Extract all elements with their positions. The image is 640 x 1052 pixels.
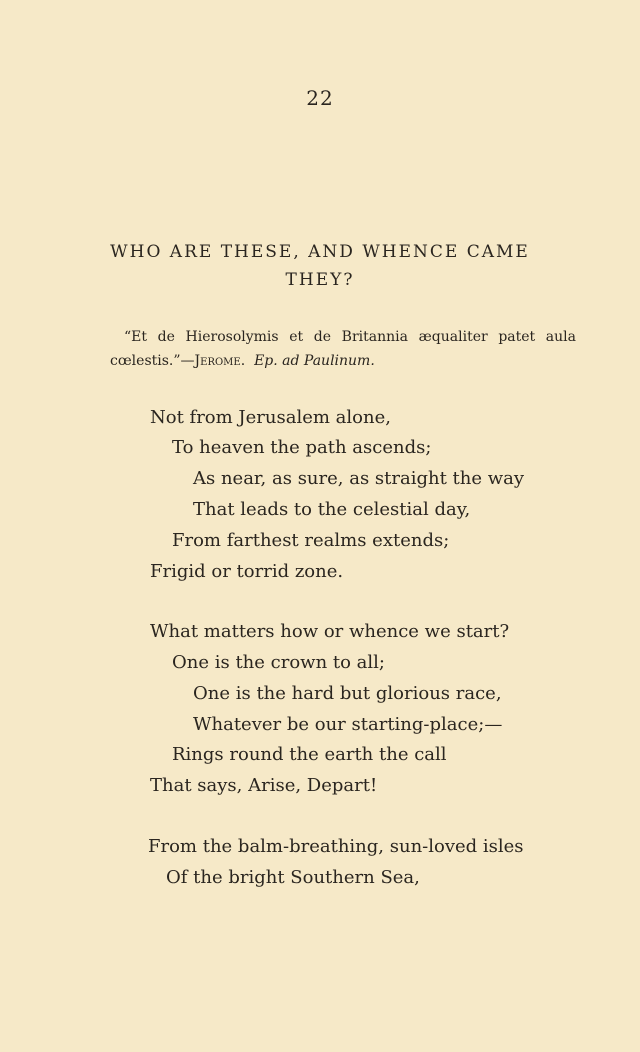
verse-line: One is the crown to all; [172, 652, 385, 673]
verse-line: That says, Arise, Depart! [150, 775, 378, 796]
epigraph-author: Jerome. [194, 353, 246, 369]
epigraph-source: Ep. ad Paulinum. [254, 353, 375, 369]
verse-line: As near, as sure, as straight the way [193, 468, 525, 489]
verse-line: That leads to the celestial day, [193, 499, 471, 520]
verse-line: To heaven the path ascends; [172, 437, 432, 458]
verse-line: Not from Jerusalem alone, [150, 407, 391, 428]
verse-line: Frigid or torrid zone. [150, 561, 344, 582]
epigraph-text: cœlestis.”— [110, 353, 195, 369]
verse-line: Of the bright Southern Sea, [166, 867, 420, 888]
poem-title-line-1: WHO ARE THESE, AND WHENCE CAME [110, 242, 530, 262]
verse-line: What matters how or whence we start? [150, 621, 510, 642]
poem-title-line-2: THEY? [285, 270, 355, 290]
verse-line: Rings round the earth the call [172, 744, 447, 765]
epigraph-line-2 [110, 353, 375, 369]
verse-line: From the balm-breathing, sun-loved isles [148, 836, 524, 857]
page-number: 22 [306, 86, 334, 110]
epigraph-line-1: “Et de Hierosolymis et de Britannia æqualiter patet aula [124, 329, 576, 345]
verse-line: From farthest realms extends; [172, 530, 450, 551]
verse-line: One is the hard but glorious race, [193, 683, 502, 704]
verse-line: Whatever be our starting-place;— [193, 714, 503, 735]
